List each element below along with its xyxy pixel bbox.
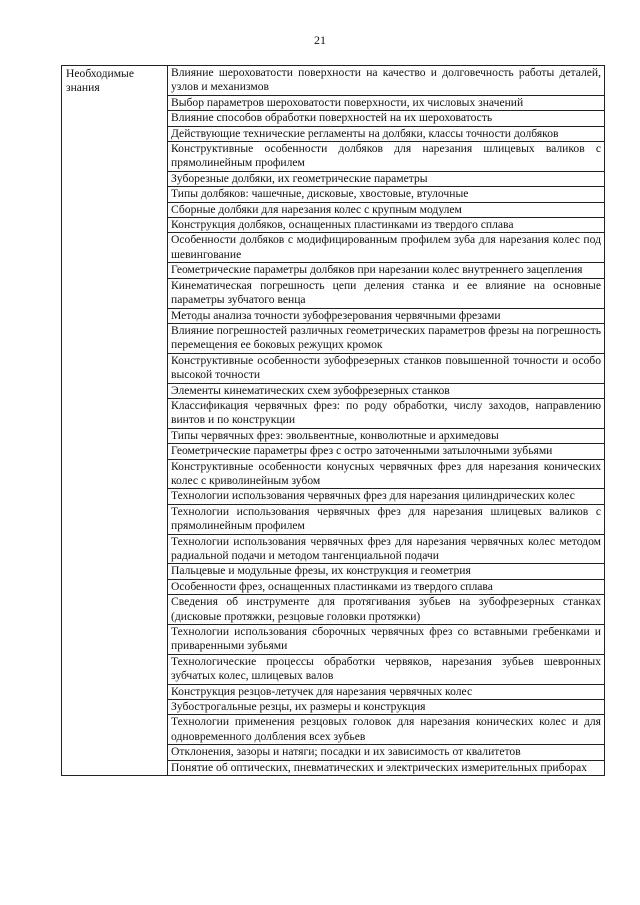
knowledge-item: Пальцевые и модульные фрезы, их конструкция и геометрия [168, 564, 605, 579]
knowledge-item: Типы червячных фрез: эвольвентные, конволютные и архимедовы [168, 428, 605, 443]
knowledge-table [61, 65, 605, 776]
knowledge-item: Особенности фрез, оснащенных пластинками из твердого сплава [168, 579, 605, 594]
knowledge-item: Отклонения, зазоры и натяги; посадки и их зависимость от квалитетов [168, 745, 605, 760]
knowledge-item: Типы долбяков: чашечные, дисковые, хвостовые, втулочные [168, 187, 605, 202]
knowledge-item: Технологии использования сборочных червячных фрез со вставными гребенками и приваренными зубьями [168, 625, 605, 655]
knowledge-item: Особенности долбяков с модифицированным профилем зуба для нарезания колес под шевингование [168, 233, 605, 263]
knowledge-item: Классификация червячных фрез: по роду обработки, числу заходов, направлению винтов и по конструкции [168, 398, 605, 428]
knowledge-item: Элементы кинематических схем зубофрезерных станков [168, 383, 605, 398]
knowledge-item: Кинематическая погрешность цепи деления станка и ее влияние на основные параметры зубчатого венца [168, 278, 605, 308]
knowledge-item: Зуборезные долбяки, их геометрические параметры [168, 171, 605, 186]
knowledge-item: Выбор параметров шероховатости поверхности, их числовых значений [168, 95, 605, 110]
knowledge-item: Зубострогальные резцы, их размеры и конструкция [168, 700, 605, 715]
knowledge-item: Технологии применения резцовых головок для нарезания конических колес и для одновременного долбления всех зубьев [168, 715, 605, 745]
knowledge-item: Конструкция долбяков, оснащенных пластинками из твердого сплава [168, 218, 605, 233]
knowledge-item: Сведения об инструменте для протягивания зубьев на зубофрезерных станках (дисковые протяжки, резцовые головки протяжки) [168, 595, 605, 625]
knowledge-item: Влияние погрешностей различных геометрических параметров фрезы на погрешность перемещения ее боковых режущих кромок [168, 323, 605, 353]
knowledge-table-body [62, 66, 605, 776]
knowledge-item: Технологии использования червячных фрез для нарезания шлицевых валиков с прямолинейным профилем [168, 504, 605, 534]
knowledge-item: Технологии использования червячных фрез для нарезания цилиндрических колес [168, 489, 605, 504]
knowledge-item: Методы анализа точности зубофрезерования червячными фрезами [168, 308, 605, 323]
knowledge-item: Конструктивные особенности зубофрезерных станков повышенной точности и особо высокой точности [168, 353, 605, 383]
knowledge-item: Действующие технические регламенты на долбяки, классы точности долбяков [168, 126, 605, 141]
knowledge-item: Сборные долбяки для нарезания колес с крупным модулем [168, 202, 605, 217]
knowledge-item: Влияние способов обработки поверхностей на их шероховатость [168, 111, 605, 126]
page-number: 21 [314, 33, 326, 47]
knowledge-item: Технологические процессы обработки червяков, нарезания зубьев шевронных зубчатых колес, шлицевых валов [168, 654, 605, 684]
table-row [62, 66, 605, 96]
knowledge-item: Конструкция резцов-летучек для нарезания червячных колес [168, 684, 605, 699]
knowledge-item: Геометрические параметры фрез с остро заточенными затылочными зубьями [168, 444, 605, 459]
category-cell: Необходимые знания [62, 66, 168, 776]
knowledge-item: Конструктивные особенности долбяков для нарезания шлицевых валиков с прямолинейным профилем [168, 142, 605, 172]
knowledge-item: Геометрические параметры долбяков при нарезании колес внутреннего зацепления [168, 263, 605, 278]
knowledge-item: Понятие об оптических, пневматических и электрических измерительных приборах [168, 760, 605, 775]
knowledge-item: Технологии использования червячных фрез для нарезания червячных колес методом радиальной подачи и методом тангенциальной подачи [168, 534, 605, 564]
knowledge-item: Влияние шероховатости поверхности на качество и долговечность работы деталей, узлов и механизмов [168, 66, 605, 96]
knowledge-item: Конструктивные особенности конусных червячных фрез для нарезания конических колес с криволинейным зубом [168, 459, 605, 489]
